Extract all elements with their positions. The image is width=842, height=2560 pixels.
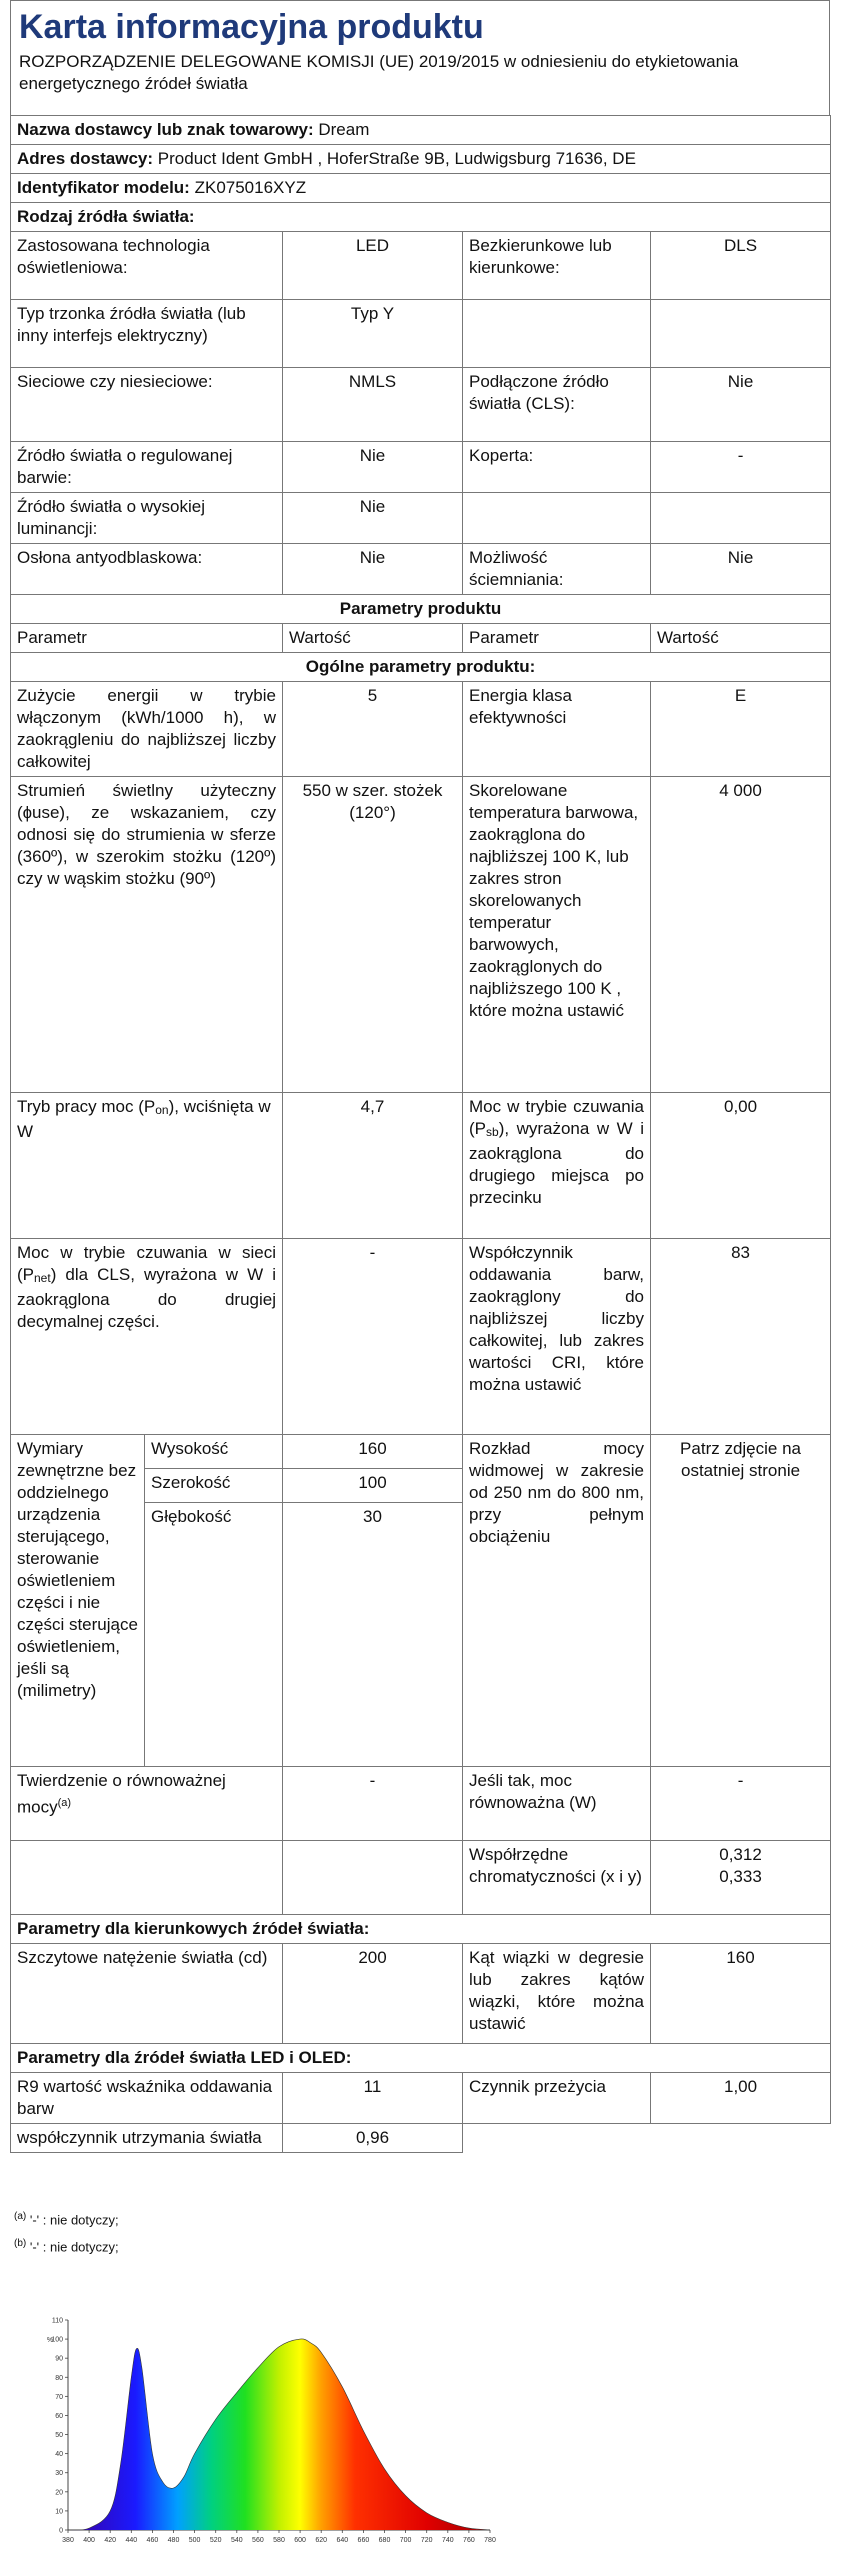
y-tick-label: 60 [55, 2412, 63, 2420]
source-type-value: Nie [651, 544, 831, 595]
y-tick-label: 80 [55, 2374, 63, 2382]
regulation-subtitle: ROZPORZĄDZENIE DELEGOWANE KOMISJI (UE) 2019/2015 w odniesieniu do etykietowania energetycznego źródeł światła [19, 52, 739, 93]
energy-consumption-value: 5 [283, 682, 463, 777]
led-heading-row [11, 2044, 831, 2073]
x-tick-label: 560 [252, 2537, 264, 2544]
power-row [11, 1093, 831, 1239]
supplier-address-row [11, 145, 831, 174]
page-header [10, 0, 830, 115]
source-type-heading: Rodzaj źródła światła: [11, 203, 831, 232]
dimensions-label: Wymiary zewnętrzne bez oddzielnego urządzenia sterującego, sterowanie oświetleniem części i nie części sterujące oświetleniem, jeśli są (milimetry) [11, 1435, 145, 1767]
y-tick-label: 70 [55, 2393, 63, 2401]
cri-value: 83 [651, 1239, 831, 1435]
equivalent-power-row [11, 1767, 831, 1841]
energy-consumption-label: Zużycie energii w trybie włączonym (kWh/1000 h), w zaokrągleniu do najbliższej liczby całkowitej [11, 682, 283, 777]
x-tick-label: 380 [62, 2537, 74, 2544]
standby-power-label: Moc w trybie czuwania (Psb), wyrażona w W i zaokrąglona do drugiego miejsca po przecinku [463, 1093, 651, 1239]
on-mode-power-value: 4,7 [283, 1093, 463, 1239]
source-type-value: Typ Y [283, 300, 463, 368]
chromaticity-values [651, 1841, 831, 1915]
beam-angle-label: Kąt wiązki w degresie lub zakres kątów wiązki, które można ustawić [463, 1944, 651, 2044]
column-header-row [11, 624, 831, 653]
source-type-row [11, 544, 831, 595]
source-type-row [11, 300, 831, 368]
source-type-value [651, 300, 831, 368]
lumen-maintenance-value: 0,96 [283, 2124, 463, 2153]
source-type-label: Możliwość ściemniania: [463, 544, 651, 595]
flux-row [11, 777, 831, 1093]
luminous-flux-value: 550 w szer. stożek (120°) [283, 777, 463, 1093]
column-header-value: Wartość [283, 624, 463, 653]
model-id-value: ZK075016XYZ [194, 178, 307, 197]
model-id-label: Identyfikator modelu: [17, 178, 190, 197]
source-type-value [651, 493, 831, 544]
equivalent-power-label: Twierdzenie o równoważnej mocy$^{(a)}$ [11, 1767, 283, 1841]
x-tick-label: 400 [83, 2537, 95, 2544]
source-type-label: Bezkierunkowe lub kierunkowe: [463, 232, 651, 300]
spectral-distribution-value: Patrz zdjęcie na ostatniej stronie [651, 1435, 831, 1767]
lumen-maintenance-label: współczynnik utrzymania światła [11, 2124, 283, 2153]
energy-row [11, 682, 831, 777]
x-tick-label: 540 [230, 2537, 243, 2544]
x-tick-label: 440 [125, 2537, 138, 2544]
lumen-maintenance-row [11, 2124, 831, 2153]
x-tick-label: 720 [420, 2537, 433, 2544]
x-tick-label: 640 [336, 2537, 349, 2544]
chromaticity-label: Współrzędne chromatyczności (x i y) [463, 1841, 651, 1915]
y-tick-label: 100 [51, 2336, 63, 2344]
x-tick-label: 740 [441, 2537, 454, 2544]
spectral-power-chart [40, 2300, 510, 2550]
equivalent-power-value: - [283, 1767, 463, 1841]
general-params-heading: Ogólne parametry produktu: [11, 653, 831, 682]
dimension-name: Szerokość [145, 1469, 283, 1503]
luminous-flux-label: Strumień świetlny użyteczny (ɸuse), ze wskazaniem, czy odnosi się do strumienia w sferze (360º), w szerokim stożku (120º) czy w wąskim stożku (90º) [11, 777, 283, 1093]
energy-class-value: E [651, 682, 831, 777]
survival-factor-label: Czynnik przeżycia [463, 2073, 651, 2124]
dimension-value: 160 [283, 1435, 463, 1469]
model-id-row [11, 174, 831, 203]
column-header-param: Parametr [463, 624, 651, 653]
source-type-value: NMLS [283, 368, 463, 442]
y-tick-label: 50 [55, 2432, 63, 2440]
source-type-row [11, 493, 831, 544]
peak-intensity-label: Szczytowe natężenie światła (cd) [11, 1944, 283, 2044]
source-type-label: Zastosowana technologia oświetleniowa: [11, 232, 283, 300]
source-type-label: Podłączone źródło światła (CLS): [463, 368, 651, 442]
cri-label: Współczynnik oddawania barw, zaokrąglony do najbliższej liczby całkowitej, lub zakres wartości CRI, które można ustawić [463, 1239, 651, 1435]
source-type-label [463, 493, 651, 544]
source-type-label: Źródło światła o regulowanej barwie: [11, 442, 283, 493]
footnote: $^{(a)}$ '-' : nie dotyczy; [14, 2211, 119, 2228]
x-tick-label: 760 [463, 2537, 475, 2544]
chromaticity-row [11, 1841, 831, 1915]
source-type-label: Źródło światła o wysokiej luminancji: [11, 493, 283, 544]
source-type-value: Nie [283, 544, 463, 595]
beam-angle-value: 160 [651, 1944, 831, 2044]
on-mode-power-label: Tryb pracy moc (Pon), wciśnięta w W [11, 1093, 283, 1239]
survival-factor-value: 1,00 [651, 2073, 831, 2124]
x-tick-label: 660 [357, 2537, 370, 2544]
energy-class-label: Energia klasa efektywności [463, 682, 651, 777]
general-params-heading-row [11, 653, 831, 682]
dimension-name: Głębokość [145, 1503, 283, 1767]
source-type-label: Osłona antyodblaskowa: [11, 544, 283, 595]
x-tick-label: 780 [484, 2537, 496, 2544]
supplier-name-row [11, 116, 831, 145]
standby-power-value: 0,00 [651, 1093, 831, 1239]
source-type-value: Nie [651, 368, 831, 442]
r9-value: 11 [283, 2073, 463, 2124]
x-tick-label: 680 [378, 2537, 391, 2544]
network-standby-label: Moc w trybie czuwania w sieci (Pnet) dla CLS, wyrażona w W i zaokrąglona do drugiej decymalnej części. [11, 1239, 283, 1435]
x-tick-label: 460 [146, 2537, 159, 2544]
supplier-name-value: Dream [318, 120, 370, 139]
x-tick-label: 620 [315, 2537, 328, 2544]
spectral-distribution-label: Rozkład mocy widmowej w zakresie od 250 nm do 800 nm, przy pełnym obciążeniu [463, 1435, 651, 1767]
spectrum-fill [68, 2339, 490, 2530]
equivalent-power-yes-value: - [651, 1767, 831, 1841]
network-standby-row [11, 1239, 831, 1435]
source-type-row [11, 232, 831, 300]
directional-row [11, 1944, 831, 2044]
dimension-name: Wysokość [145, 1435, 283, 1469]
y-axis-label: % [46, 2337, 54, 2344]
x-tick-label: 520 [209, 2537, 222, 2544]
supplier-name-label: Nazwa dostawcy lub znak towarowy: [17, 120, 314, 139]
source-type-heading-row [11, 203, 831, 232]
x-tick-label: 580 [273, 2537, 285, 2544]
supplier-address-value: Product Ident GmbH , HoferStraße 9B, Ludwigsburg 71636, DE [157, 149, 636, 168]
y-tick-label: 10 [55, 2508, 63, 2516]
product-info-table [10, 115, 831, 2153]
dimension-value: 100 [283, 1469, 463, 1503]
column-header-value: Wartość [651, 624, 831, 653]
source-type-row [11, 368, 831, 442]
r9-label: R9 wartość wskaźnika oddawania barw [11, 2073, 283, 2124]
x-tick-label: 420 [104, 2537, 117, 2544]
peak-intensity-value: 200 [283, 1944, 463, 2044]
source-type-label [463, 300, 651, 368]
source-type-value: - [651, 442, 831, 493]
product-params-heading: Parametry produktu [11, 595, 831, 624]
dimensions-row [11, 1435, 831, 1469]
supplier-address-label: Adres dostawcy: [17, 149, 154, 168]
y-tick-label: 20 [55, 2489, 63, 2497]
column-header-param: Parametr [11, 624, 283, 653]
source-type-value: Nie [283, 493, 463, 544]
chromaticity-y: 0,333 [719, 1867, 762, 1886]
y-tick-label: 40 [55, 2451, 63, 2459]
spectrum-area [68, 2339, 490, 2530]
cct-label: Skorelowane temperatura barwowa, zaokrąglona do najbliższej 100 K, lub zakres stron skorelowanych temperatur barwowych, zaokrąglonych do najbliższego 100 K , które można ustawić [463, 777, 651, 1093]
source-type-value: Nie [283, 442, 463, 493]
x-tick-label: 480 [167, 2537, 180, 2544]
x-tick-label: 700 [399, 2537, 412, 2544]
footnotes [14, 2205, 119, 2260]
y-tick-label: 0 [59, 2527, 63, 2535]
directional-heading-row [11, 1915, 831, 1944]
source-type-label: Sieciowe czy niesieciowe: [11, 368, 283, 442]
source-type-label: Typ trzonka źródła światła (lub inny interfejs elektryczny) [11, 300, 283, 368]
y-tick-label: 30 [55, 2470, 63, 2478]
page-title: Karta informacyjna produktu [19, 8, 484, 46]
directional-heading: Parametry dla kierunkowych źródeł światła: [11, 1915, 831, 1944]
network-standby-value: - [283, 1239, 463, 1435]
x-tick-label: 600 [294, 2537, 306, 2544]
source-type-row [11, 442, 831, 493]
footnote: $^{(b)}$ '-' : nie dotyczy; [14, 2238, 119, 2255]
source-type-label: Koperta: [463, 442, 651, 493]
source-type-value: DLS [651, 232, 831, 300]
x-tick-label: 500 [188, 2537, 201, 2544]
equivalent-power-yes-label: Jeśli tak, moc równoważna (W) [463, 1767, 651, 1841]
dimension-value: 30 [283, 1503, 463, 1767]
y-tick-label: 110 [51, 2317, 63, 2325]
y-tick-label: 90 [55, 2355, 63, 2363]
product-params-heading-row [11, 595, 831, 624]
chromaticity-x: 0,312 [719, 1845, 762, 1864]
led-row [11, 2073, 831, 2124]
led-heading: Parametry dla źródeł światła LED i OLED: [11, 2044, 831, 2073]
cct-value: 4 000 [651, 777, 831, 1093]
source-type-value: LED [283, 232, 463, 300]
